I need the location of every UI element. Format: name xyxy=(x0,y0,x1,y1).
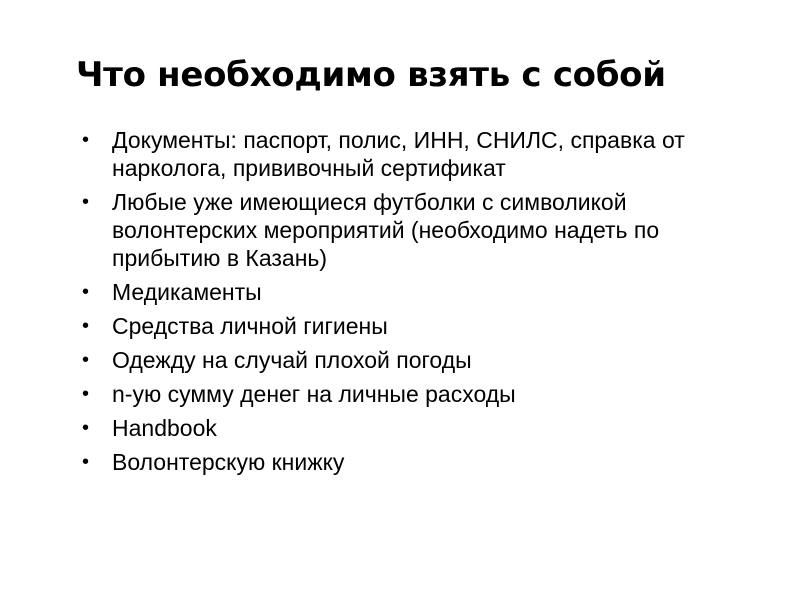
bullet-list xyxy=(80,126,760,482)
list-item-text: Волонтерскую книжку xyxy=(112,449,345,475)
list-item-text: Медикаменты xyxy=(112,279,262,305)
list-item xyxy=(80,188,760,272)
list-item xyxy=(80,414,760,442)
list-item xyxy=(80,346,760,374)
bullet-icon: • xyxy=(82,349,90,371)
list-item-text: Handbook xyxy=(112,415,217,441)
list-item xyxy=(80,380,760,408)
list-item xyxy=(80,126,760,182)
list-item-text: Средства личной гигиены xyxy=(112,313,388,339)
bullet-icon: • xyxy=(82,451,90,473)
bullet-icon: • xyxy=(82,129,90,151)
slide-title: Что необходимо взять с собой xyxy=(76,55,666,95)
bullet-icon: • xyxy=(82,315,90,337)
list-item xyxy=(80,312,760,340)
list-item xyxy=(80,278,760,306)
list-item-text: Любые уже имеющиеся футболки с символикой волонтерских мероприятий (необходимо надеть по прибытию в Казань) xyxy=(112,189,660,271)
bullet-icon: • xyxy=(82,191,90,213)
bullet-icon: • xyxy=(82,417,90,439)
list-item-text: Документы: паспорт, полис, ИНН, СНИЛС, справка от нарколога, прививочный сертификат xyxy=(112,127,685,181)
bullet-icon: • xyxy=(82,281,90,303)
list-item-text: n-ую сумму денег на личные расходы xyxy=(112,381,516,407)
list-item xyxy=(80,448,760,476)
list-item-text: Одежду на случай плохой погоды xyxy=(112,347,472,373)
bullet-icon: • xyxy=(82,383,90,405)
